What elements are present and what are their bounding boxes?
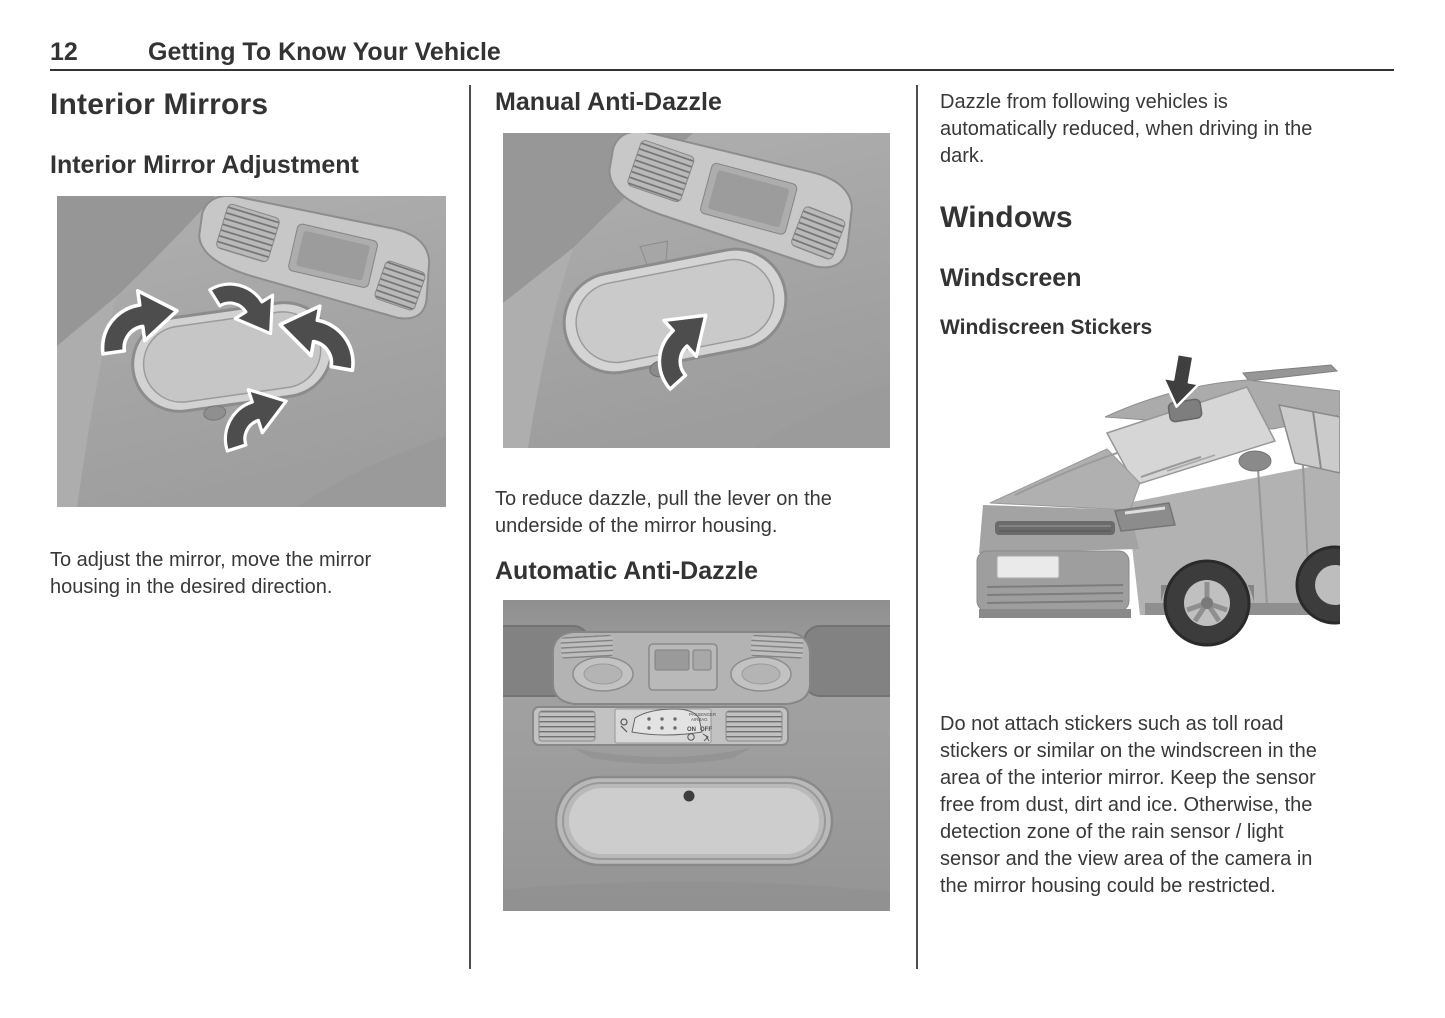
column-windows [940, 85, 1342, 900]
airbag-off-label: OFF [700, 726, 712, 733]
license-plate [997, 556, 1059, 578]
subsubsection-title-windscreen-stickers: Windiscreen Stickers [940, 316, 1153, 340]
subsection-title-mirror-adjustment: Interior Mirror Adjustment [50, 150, 359, 179]
column-separator-right [916, 85, 918, 969]
automatic-anti-dazzle-figure [503, 600, 890, 911]
overhead-console [533, 632, 810, 764]
header-rule [50, 69, 1394, 71]
section-title-windows: Windows [940, 201, 1073, 234]
passenger-airbag-label [615, 709, 716, 743]
subsection-title-automatic-anti-dazzle: Automatic Anti-Dazzle [495, 556, 758, 585]
column-anti-dazzle [495, 85, 891, 911]
airbag-on-label: ON [687, 726, 696, 733]
mirror-housing [1168, 399, 1203, 423]
column-interior-mirrors [50, 85, 446, 601]
grille [995, 521, 1115, 535]
airbag-label-line1: PASSENGER [689, 711, 717, 717]
light-sensor-dot [684, 790, 695, 801]
air-vent-right-icon [726, 711, 782, 741]
sun-visor-right [804, 626, 890, 696]
mirror-adjustment-text: To adjust the mirror, move the mirror housing in the desired direction. [50, 549, 372, 599]
column-separator-left [469, 85, 471, 969]
page-number: 12 [50, 38, 78, 66]
speaker-grille-icon [750, 634, 803, 659]
side-mirror [1239, 451, 1271, 471]
interior-mirror-adjustment-figure [57, 196, 446, 507]
section-title-interior-mirrors: Interior Mirrors [50, 88, 269, 121]
manual-anti-dazzle-figure [503, 133, 890, 448]
front-lip [979, 609, 1131, 618]
auto-dimming-mirror [556, 777, 832, 865]
automatic-anti-dazzle-text: Dazzle from following vehicles is automatically reduced, when driving in the dark. [940, 91, 1313, 167]
subsection-title-manual-anti-dazzle: Manual Anti-Dazzle [495, 88, 722, 116]
manual-anti-dazzle-text: To reduce dazzle, pull the lever on the underside of the mirror housing. [495, 487, 832, 537]
windscreen-stickers-text: Do not attach stickers such as toll road stickers or similar on the windscreen in the area of the interior mirror. Keep the sensor free from dust, dirt and ice. Otherwise, the detection zone of the rain sensor / light sensor and the view area of the camera in the mirror housing could be restricted. [940, 713, 1317, 898]
speaker-grille-icon [560, 634, 613, 659]
air-vent-left-icon [539, 711, 595, 741]
windscreen-stickers-figure [955, 353, 1340, 673]
chapter-title: Getting To Know Your Vehicle [148, 38, 501, 66]
subsection-title-windscreen: Windscreen [940, 263, 1082, 292]
airbag-label-line2: AIRBAG [691, 716, 708, 722]
